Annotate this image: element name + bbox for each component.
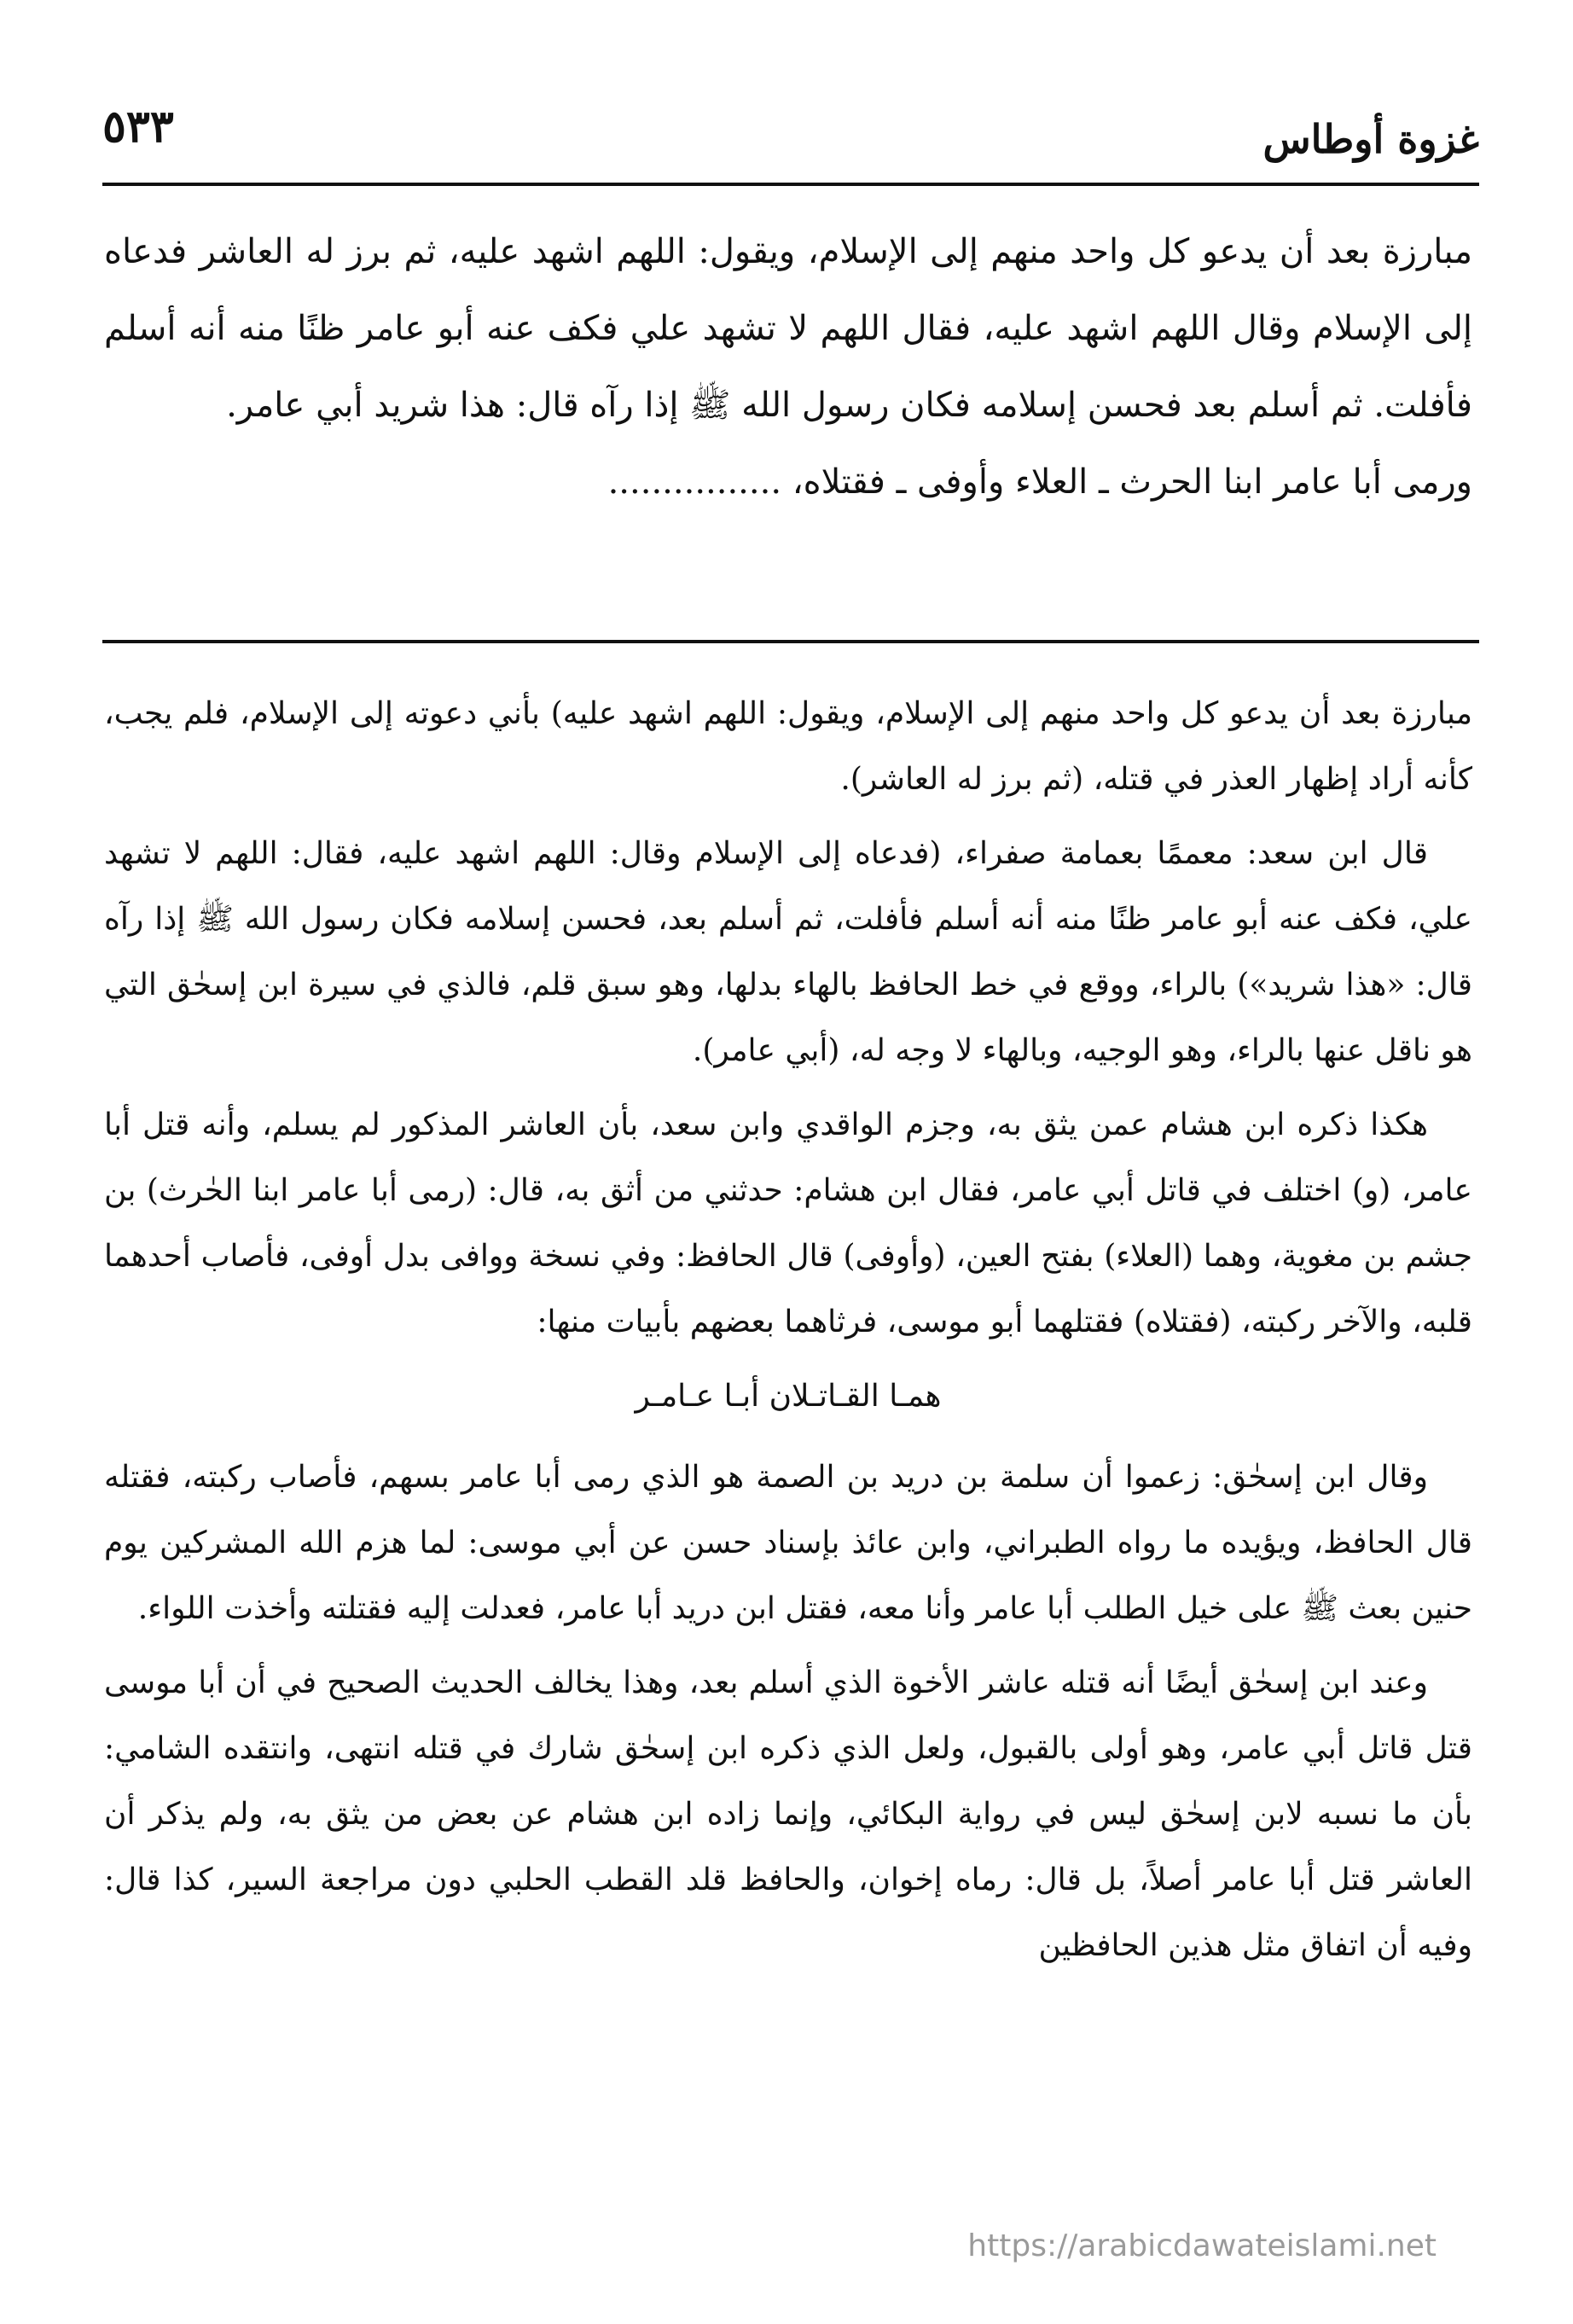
commentary-paragraph-5: وعند ابن إسحٰق أيضًا أنه قتله عاشر الأخوة الذي أسلم بعد، وهذا يخالف الحديث الصحيح في أن أبا موسى قتل قاتل أبي عامر، وهو أولى بالقبول، ولعل الذي ذكره ابن إسحٰق شارك في قتله انتهى، وانتقده الشامي: بأن ما نسبه لابن إسحٰق ليس في رواية البكائي، وإنما زاده ابن هشام عن بعض من يثق به، ولم يذكر أن العاشر قتل أبا عامر أصلاً، بل قال: رماه إخوان، والحافظ قلد القطب الحلبي دون مراجعة السير، كذا قال: وفيه أن اتفاق مثل هذين الحافظين — [104, 1665, 1473, 1963]
chapter-title: غزوة أوطاس — [1262, 116, 1479, 162]
section-divider — [102, 640, 1479, 643]
main-last-line-text: ورمى أبا عامر ابنا الحرث ـ العلاء وأوفى ـ فقتلاه، — [792, 462, 1472, 502]
page-number: ٥٣٣ — [102, 101, 174, 153]
commentary-paragraph-2: قال ابن سعد: معممًا بعمامة صفراء، (فدعاه إلى الإسلام وقال: اللهم اشهد عليه، فقال: اللهم لا تشهد علي، فكف عنه أبو عامر ظنًا منه أنه أسلم فأفلت، ثم أسلم بعد، فحسن إسلامه فكان رسول الله ﷺ إذا رآه قال: «هذا شريد») بالراء، ووقع في خط الحافظ بالهاء بدلها، وهو سبق قلم، فالذي في سيرة ابن إسحٰق التي هو ناقل عنها بالراء، وهو الوجيه، وبالهاء لا وجه له، (أبي عامر). — [104, 836, 1472, 1068]
header-rule — [102, 183, 1479, 186]
commentary-paragraph-1: مبارزة بعد أن يدعو كل واحد منهم إلى الإسلام، ويقول: اللهم اشهد عليه) بأني دعوته إلى الإسلام، فلم يجب، كأنه أراد إظهار العذر في قتله، (ثم برز له العاشر). — [104, 696, 1472, 797]
main-text — [104, 213, 1472, 520]
main-paragraph: مبارزة بعد أن يدعو كل واحد منهم إلى الإسلام، ويقول: اللهم اشهد عليه، ثم برز له العاشر فدعاه إلى الإسلام وقال اللهم اشهد عليه، فقال اللهم لا تشهد علي فكف عنه أبو عامر ظنًا منه أنه أسلم فأفلت. ثم أسلم بعد فحسن إسلامه فكان رسول الله ﷺ إذا رآه قال: هذا شريد أبي عامر. — [104, 232, 1472, 425]
commentary-paragraph-3: هكذا ذكره ابن هشام عمن يثق به، وجزم الواقدي وابن سعد، بأن العاشر المذكور لم يسلم، وأنه قتل أبا عامر، (و) اختلف في قاتل أبي عامر، فقال ابن هشام: حدثني من أثق به، قال: (رمى أبا عامر ابنا الحٰرث) بن جشم بن مغوية، وهما (العلاء) بفتح العين، (وأوفى) قال الحافظ: وفي نسخة ووافى بدل أوفى، فأصاب أحدهما قلبه، والآخر ركبته، (فقتلاه) فقتلهما أبو موسى، فرثاهما بعضهم بأبيات منها: — [104, 1107, 1472, 1339]
ellipsis-dots: ................ — [607, 462, 782, 502]
poem-verse: همـا القـاتـلان أبـا عـامـر — [635, 1379, 942, 1414]
commentary-paragraph-4: وقال ابن إسحٰق: زعموا أن سلمة بن دريد بن الصمة هو الذي رمى أبا عامر بسهم، فأصاب ركبته، فقتله قال الحافظ، ويؤيده ما رواه الطبراني، وابن عائذ بإسناد حسن عن أبي موسى: لما هزم الله المشركين يوم حنين بعث ﷺ على خيل الطلب أبا عامر وأنا معه، فقتل ابن دريد أبا عامر، فعدلت إليه فقتلته وأخذت اللواء. — [104, 1460, 1472, 1626]
watermark-url: https://arabicdawateislami.net — [967, 2228, 1437, 2263]
page-header — [102, 101, 1479, 177]
commentary — [104, 681, 1472, 1987]
main-last-line — [104, 444, 1472, 520]
